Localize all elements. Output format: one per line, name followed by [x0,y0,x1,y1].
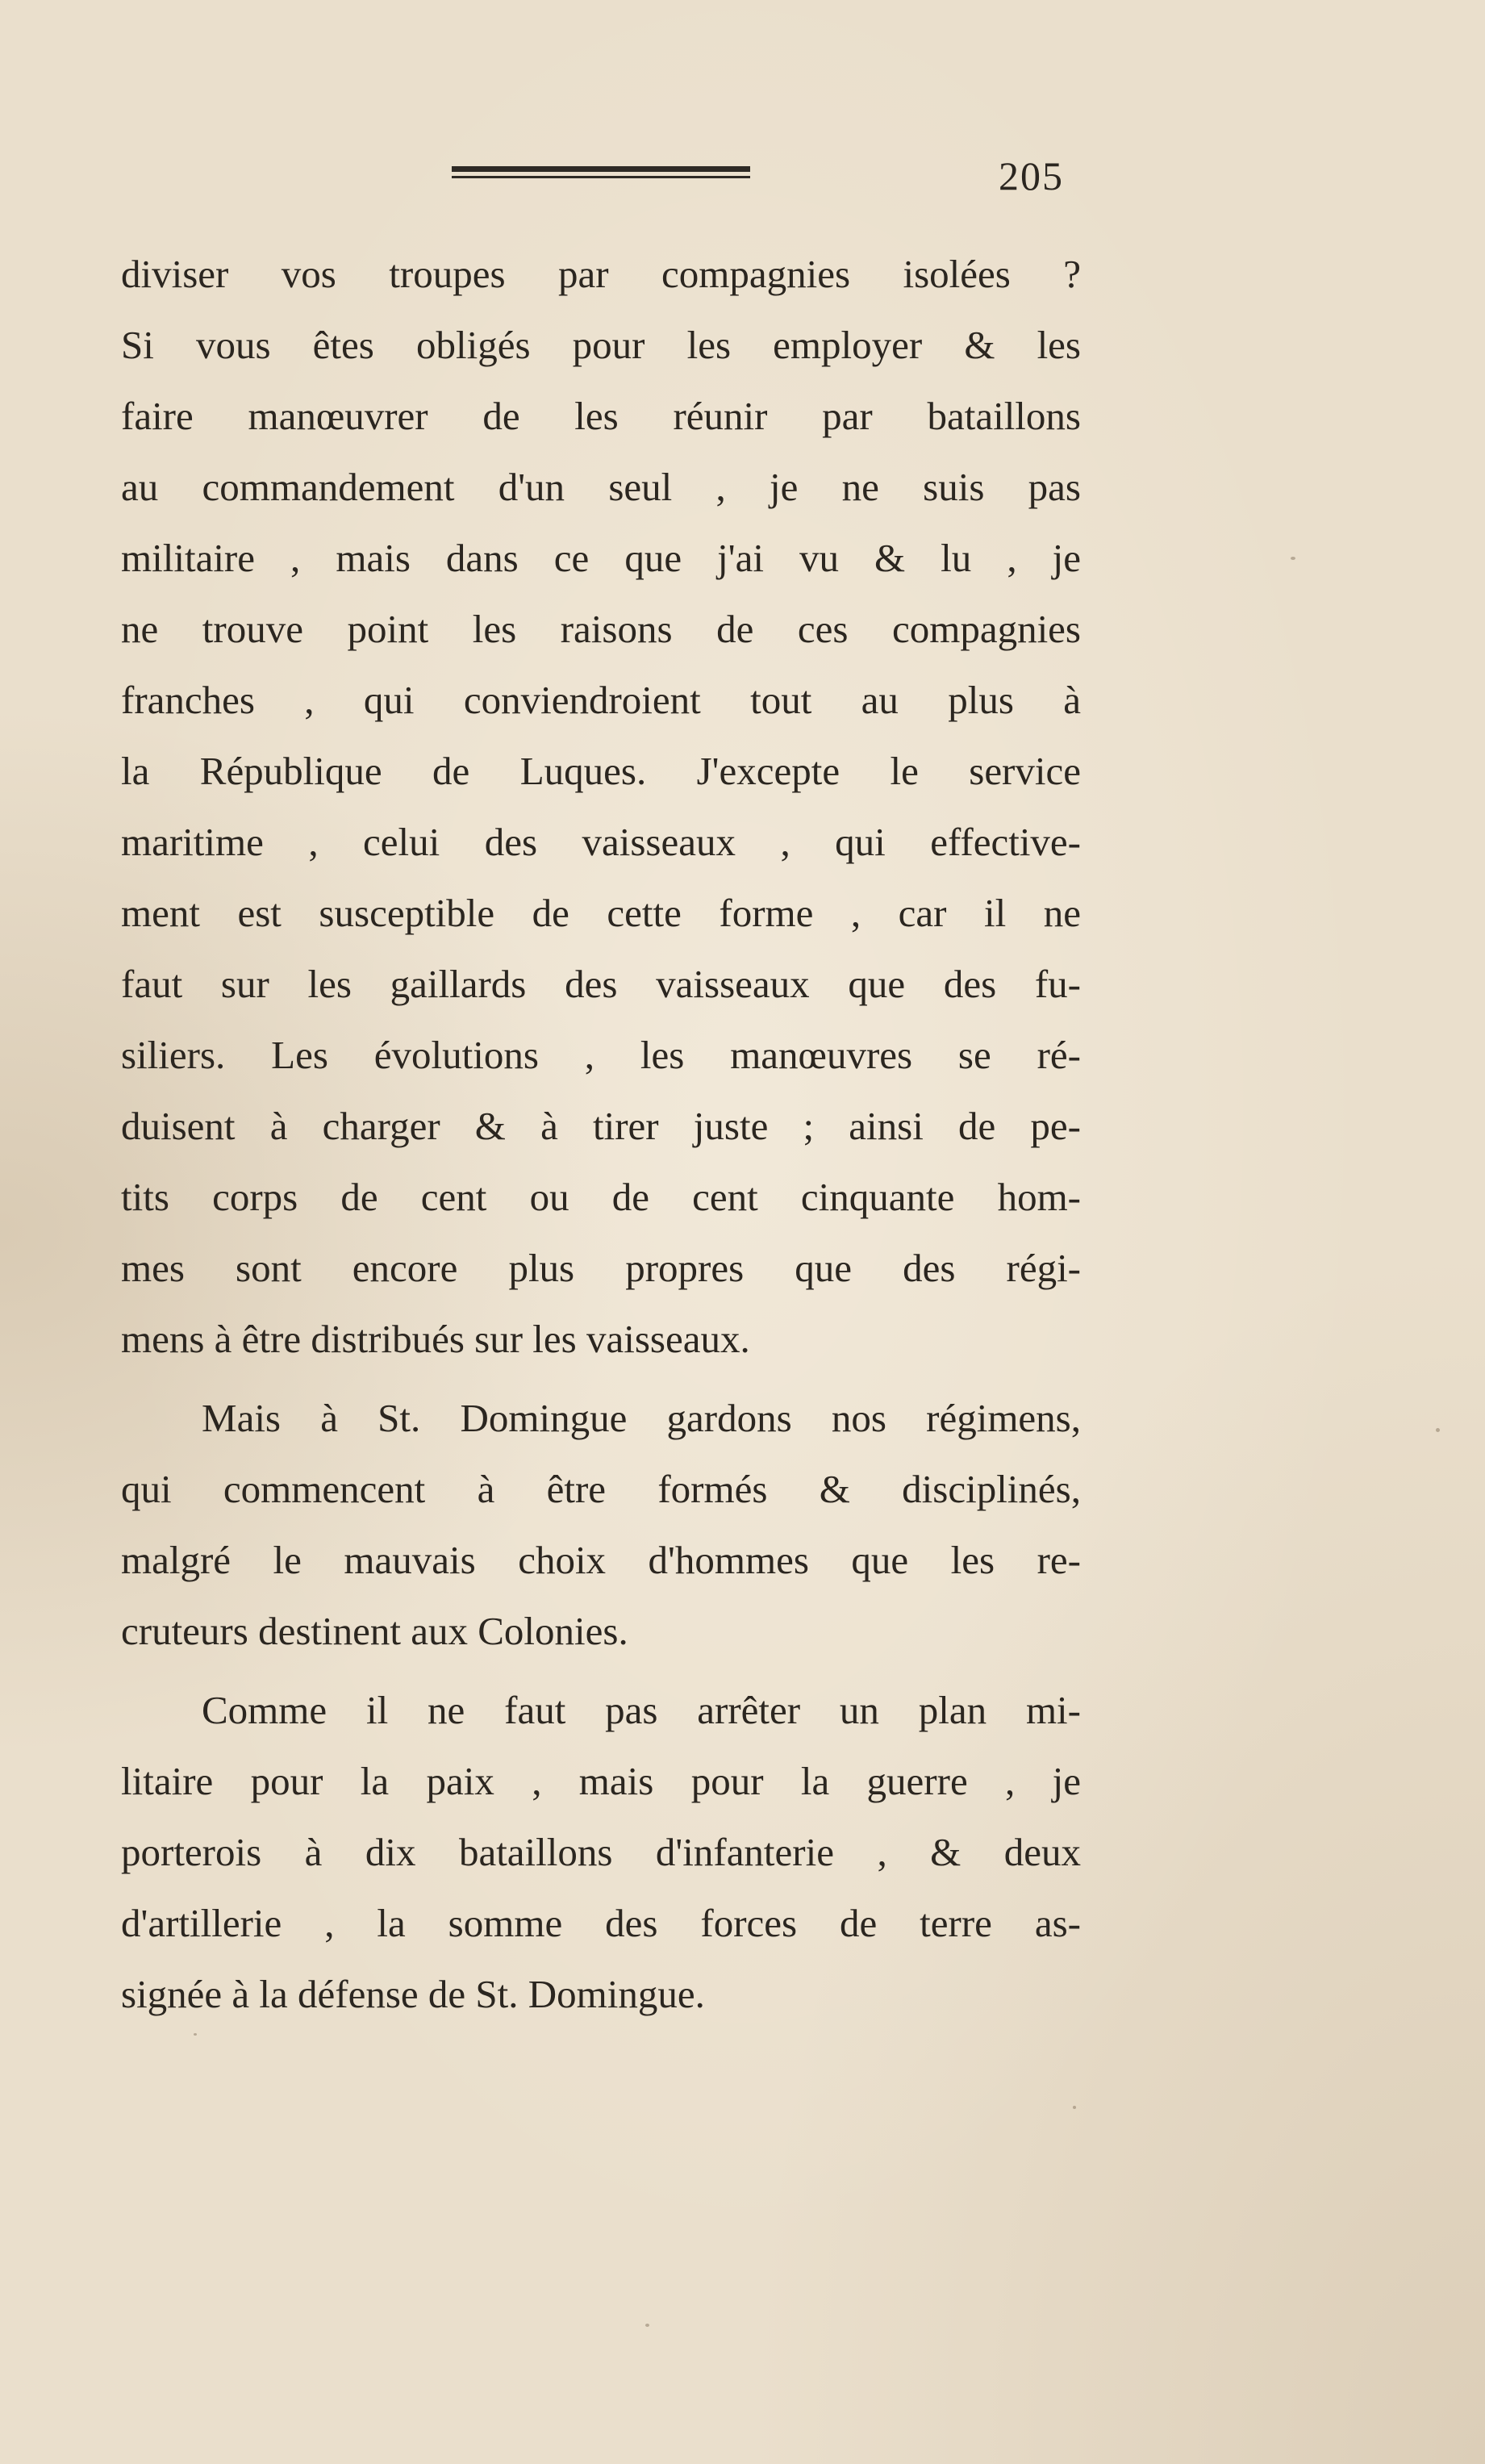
paper-speck [1436,1428,1440,1432]
text-line: Mais à St. Domingue gardons nos régimens, [202,1396,1081,1440]
text-line: ment est susceptible de cette forme , car il ne [121,891,1081,935]
text-line: cruteurs destinent aux Colonies. [121,1609,628,1653]
paper-speck [194,2033,197,2036]
paragraph-3 [121,1675,1081,2030]
paper-speck [1073,2106,1076,2109]
text-line: mens à être distribués sur les vaisseaux. [121,1317,750,1361]
header-rule-thin [452,176,750,178]
text-line: faire manœuvrer de les réunir par bataillons [121,394,1081,438]
body-text [121,239,1081,2030]
text-line: qui commencent à être formés & disciplinés, [121,1467,1081,1511]
text-line: franches , qui conviendroient tout au plus à [121,678,1081,722]
header-rule-thick [452,166,750,172]
text-line: Si vous êtes obligés pour les employer & les [121,323,1081,367]
text-line: malgré le mauvais choix d'hommes que les re- [121,1538,1081,1582]
text-line: ne trouve point les raisons de ces compagnies [121,607,1081,651]
text-line: Comme il ne faut pas arrêter un plan mi- [202,1688,1081,1732]
text-line: mes sont encore plus propres que des régi- [121,1246,1081,1290]
text-line: siliers. Les évolutions , les manœuvres se ré- [121,1033,1081,1077]
paragraph-1 [121,239,1081,1375]
text-line: diviser vos troupes par compagnies isolées ? [121,252,1081,296]
text-line: faut sur les gaillards des vaisseaux que des fu- [121,962,1081,1006]
text-line: au commandement d'un seul , je ne suis pas [121,465,1081,509]
text-line: duisent à charger & à tirer juste ; ainsi de pe- [121,1104,1081,1148]
paper-speck [645,2324,649,2327]
text-line: d'artillerie , la somme des forces de terre as- [121,1901,1081,1945]
text-line: litaire pour la paix , mais pour la guerre , je [121,1759,1081,1803]
text-line: la République de Luques. J'excepte le service [121,749,1081,793]
text-line: militaire , mais dans ce que j'ai vu & lu , je [121,536,1081,580]
text-line: tits corps de cent ou de cent cinquante hom- [121,1175,1081,1219]
paragraph-spacer [121,1375,1081,1383]
text-line: porterois à dix bataillons d'infanterie , & deux [121,1830,1081,1874]
page-number: 205 [999,153,1064,198]
paragraph-2 [121,1383,1081,1667]
paper-speck [1291,557,1295,560]
header-rule [452,166,750,181]
text-line: maritime , celui des vaisseaux , qui effective- [121,820,1081,864]
paragraph-spacer [121,1667,1081,1675]
text-line: signée à la défense de St. Domingue. [121,1972,705,2016]
